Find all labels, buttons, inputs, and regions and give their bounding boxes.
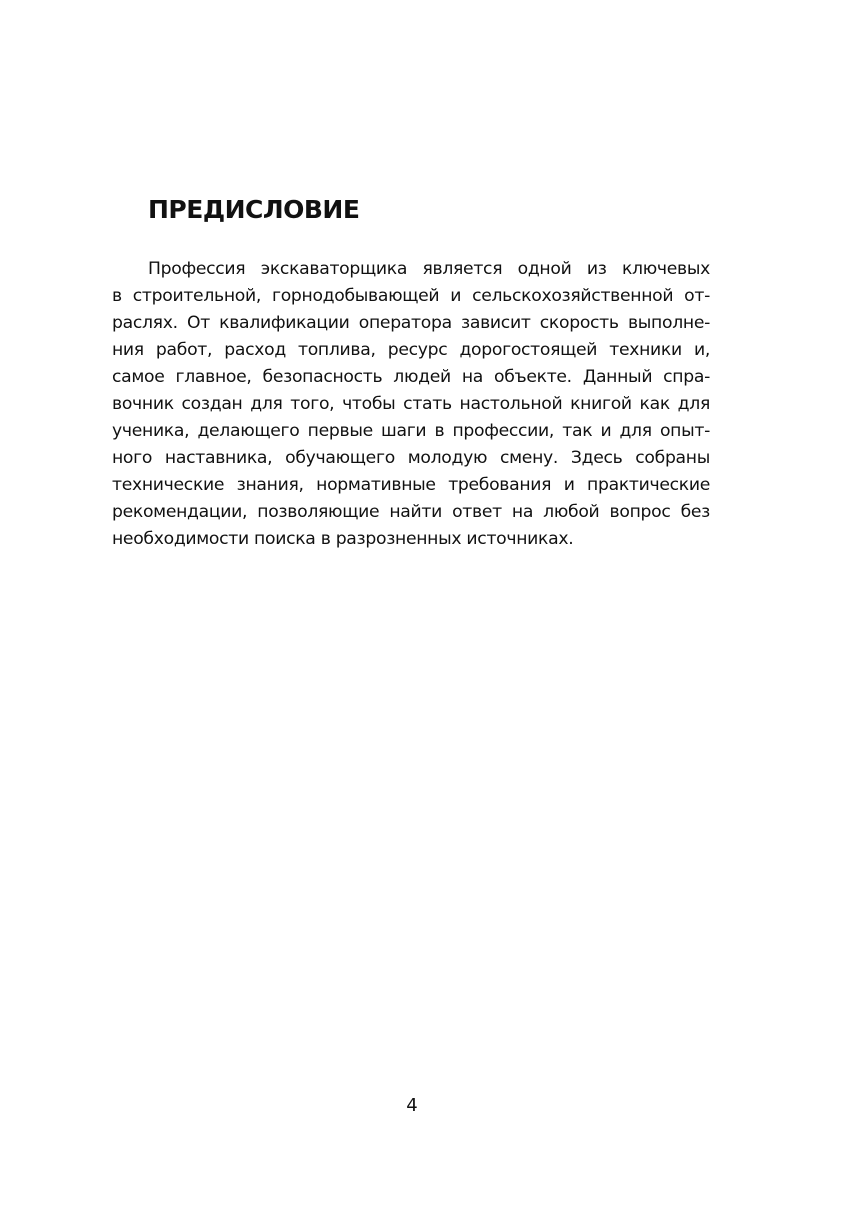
paragraph-line: ученика, делающего первые шаги в профессии, так и для опыт- [112,421,710,441]
paragraph-line: ного наставника, обучающего молодую смену. Здесь собраны [112,448,710,468]
page-title: ПРЕДИСЛОВИЕ [148,195,360,224]
paragraph-line: раслях. От квалификации оператора зависит скорость выполне- [112,313,710,333]
paragraph-line: Профессия экскаваторщика является одной из ключевых [148,259,710,279]
page-number: 4 [406,1095,418,1116]
paragraph-line: ния работ, расход топлива, ресурс дорогостоящей техники и, [112,340,710,360]
paragraph-line: вочник создан для того, чтобы стать настольной книгой как для [112,394,710,414]
paragraph-line: необходимости поиска в разрозненных источниках. [112,529,574,549]
paragraph-line: самое главное, безопасность людей на объекте. Данный спра- [112,367,710,387]
paragraph-line: в строительной, горнодобывающей и сельскохозяйственной от- [112,286,710,306]
paragraph-line: технические знания, нормативные требования и практические [112,475,710,495]
paragraph-line: рекомендации, позволяющие найти ответ на любой вопрос без [112,502,710,522]
preface-paragraph [112,256,710,553]
